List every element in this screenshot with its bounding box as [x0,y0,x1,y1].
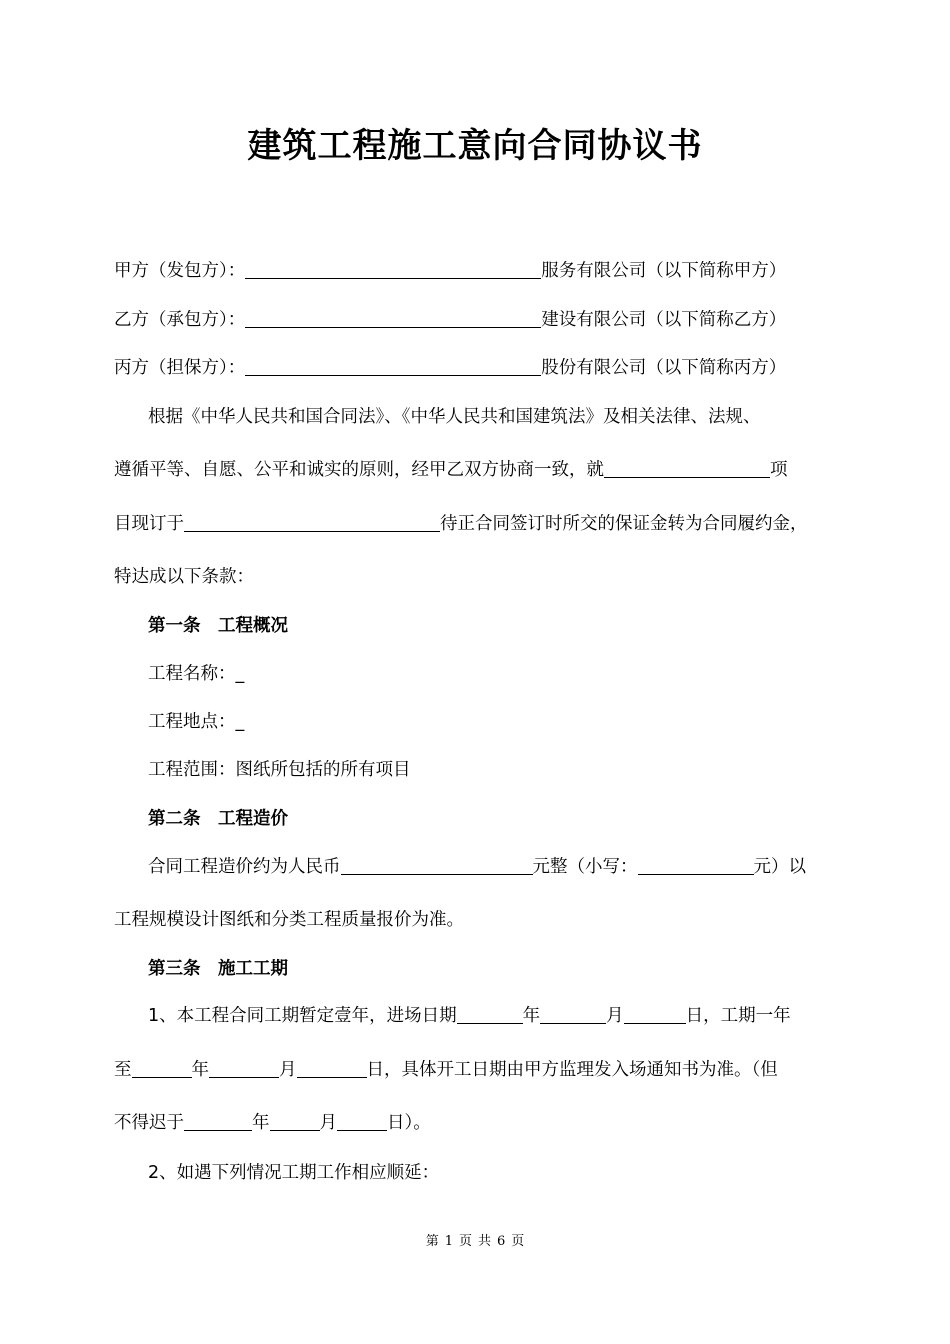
party-b-label: 乙方（承包方）： [114,310,246,330]
end-year-blank [132,1059,192,1078]
entry-month-blank [540,1005,606,1024]
party-b-line [114,308,786,332]
price-text-2: 元整（小写： [532,857,638,877]
entry-day-blank [624,1005,686,1024]
party-c-line [114,356,786,380]
party-b-blank [245,309,541,328]
price-words-blank [341,856,533,875]
intro-line-2-end: 项 [770,460,788,480]
price-line-1 [148,855,806,879]
page-number: 1 [444,1234,453,1249]
project-name: 工程名称：_ [148,664,245,684]
party-c-blank [245,357,541,376]
schedule-line-3 [114,1111,431,1135]
page-footer [0,1230,950,1249]
article-2-heading: 第二条 工程造价 [148,809,288,829]
project-scope: 工程范围：图纸所包括的所有项目 [148,760,411,780]
schedule-text-2: 日，工期一年 [685,1006,791,1026]
month-label: 月 [606,1006,624,1026]
party-c-suffix: 股份有限公司（以下简称丙方） [541,358,787,378]
month-label: 月 [319,1113,337,1133]
year-label: 年 [522,1006,541,1026]
schedule-line-2 [114,1058,778,1082]
end-day-blank [297,1059,367,1078]
end-month-blank [209,1059,279,1078]
article-1-heading: 第一条 工程概况 [148,616,288,636]
price-line-2: 工程规模设计图纸和分类工程质量报价为准。 [114,910,464,930]
party-a-line [114,259,786,283]
schedule-line-1 [148,1004,791,1028]
article-3-heading: 第三条 施工工期 [148,959,288,979]
party-a-blank [245,260,541,279]
date-signed-blank [184,513,440,532]
year-label: 年 [191,1060,209,1080]
footer-word: 页 [511,1234,525,1249]
schedule-text: 1、本工程合同工期暂定壹年，进场日期 [148,1006,457,1026]
party-b-suffix: 建设有限公司（以下简称乙方） [541,310,787,330]
deadline-label: 不得迟于 [114,1113,184,1133]
intro-line-1: 根据《中华人民共和国合同法》、《中华人民共和国建筑法》及相关法律、法规、 [148,407,761,427]
footer-word: 第 [425,1234,439,1249]
delay-conditions: 2、如遇下列情况工期工作相应顺延： [148,1163,440,1183]
intro-line-3-end: 待正合同签订时所交的保证金转为合同履约金， [440,514,808,534]
deadline-day-blank [337,1112,387,1131]
page-total: 6 [497,1234,506,1249]
party-a-suffix: 服务有限公司（以下简称甲方） [541,261,787,281]
project-blank [604,459,770,478]
document-title: 建筑工程施工意向合同协议书 [247,126,703,166]
price-text-3: 元）以 [753,857,806,877]
intro-line-3-text: 目现订于 [114,514,184,534]
schedule-to-label: 至 [114,1060,132,1080]
month-label: 月 [279,1060,297,1080]
year-label: 年 [252,1113,270,1133]
footer-word: 共 [478,1234,492,1249]
schedule-text-3: 日，具体开工日期由甲方监理发入场通知书为准。（但 [366,1060,778,1080]
deadline-month-blank [270,1112,320,1131]
deadline-year-blank [184,1112,252,1131]
price-figures-blank [638,856,754,875]
schedule-text-4: 日）。 [387,1113,431,1133]
intro-line-2-text: 遵循平等、自愿、公平和诚实的原则，经甲乙双方协商一致，就 [114,460,604,480]
intro-line-4: 特达成以下条款： [114,567,254,587]
entry-year-blank [457,1005,523,1024]
footer-word: 页 [458,1234,472,1249]
intro-line-2 [114,458,788,482]
price-text: 合同工程造价约为人民币 [148,857,341,877]
intro-line-3 [114,512,808,536]
party-c-label: 丙方（担保方）： [114,358,246,378]
project-location: 工程地点：_ [148,712,245,732]
party-a-label: 甲方（发包方）： [114,261,246,281]
